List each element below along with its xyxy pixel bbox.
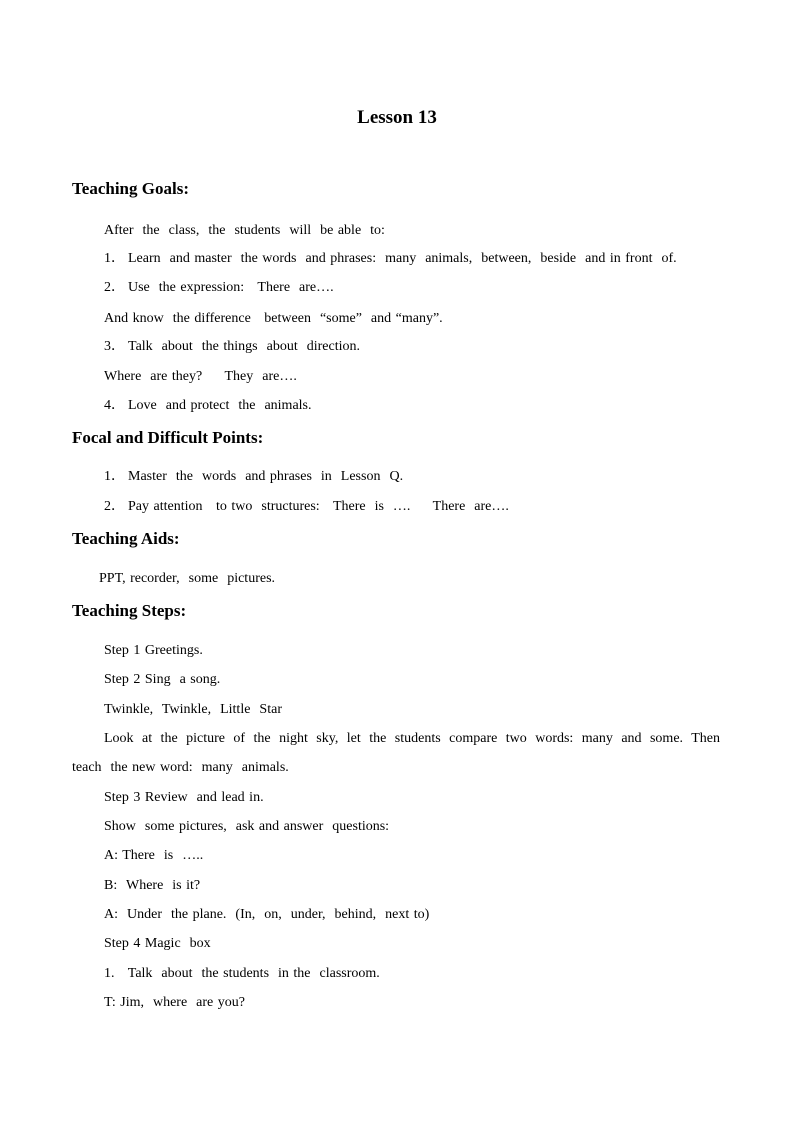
goals-item-4 [104, 397, 312, 415]
look-paragraph-line-1: Look at the picture of the night sky, let the students compare two words: many and some. Then [104, 731, 720, 746]
focal-item-1 [104, 468, 403, 486]
goals-item-4-number: 4． [104, 398, 125, 413]
goals-item-1-text: Learn and master the words and phrases: many animals, between, beside and in front of. [128, 251, 677, 266]
focal-item-2-number: 2． [104, 499, 125, 514]
focal-item-2 [104, 498, 509, 516]
goals-item-2 [104, 279, 334, 297]
dialog-a-1: A: There is ….. [104, 848, 204, 863]
aids-text: PPT, recorder, some pictures. [99, 571, 276, 586]
goals-item-3-number: 3． [104, 339, 125, 354]
goals-intro: After the class, the students will be able to: [104, 223, 385, 238]
step-3: Step 3 Review and lead in. [104, 790, 264, 805]
step-1: Step 1 Greetings. [104, 643, 203, 658]
dialog-a-2: A: Under the plane. (In, on, under, behind, next to) [104, 907, 430, 922]
goals-item-2-number: 2． [104, 280, 125, 295]
goals-item-2-note: And know the difference between “some” and “many”. [104, 311, 443, 326]
dialog-b-1: B: Where is it? [104, 878, 201, 893]
step-2: Step 2 Sing a song. [104, 672, 221, 687]
song-title: Twinkle, Twinkle, Little Star [104, 702, 282, 717]
goals-item-4-text: Love and protect the animals. [128, 398, 312, 413]
look-paragraph-line-2: teach the new word: many animals. [72, 760, 289, 775]
focal-item-1-text: Master the words and phrases in Lesson Q. [128, 469, 404, 484]
goals-item-3 [104, 338, 360, 356]
show-pictures-line: Show some pictures, ask and answer questions: [104, 819, 390, 834]
focal-item-2-text: Pay attention to two structures: There is …. There are…. [128, 499, 509, 514]
goals-item-2-text: Use the expression: There are…. [128, 280, 334, 295]
page-title: Lesson 13 [357, 107, 437, 128]
section-heading-teaching-aids: Teaching Aids: [72, 529, 180, 548]
focal-item-1-number: 1． [104, 469, 125, 484]
goals-item-3-text: Talk about the things about direction. [128, 339, 360, 354]
section-heading-teaching-goals: Teaching Goals: [72, 179, 189, 198]
talk-line: 1. Talk about the students in the classroom. [104, 966, 380, 981]
goals-item-1-number: 1． [104, 251, 125, 266]
goals-item-1 [104, 250, 677, 268]
step-4: Step 4 Magic box [104, 936, 211, 951]
section-heading-teaching-steps: Teaching Steps: [72, 601, 187, 620]
goals-item-3-note: Where are they? They are…. [104, 369, 297, 384]
section-heading-focal-points: Focal and Difficult Points: [72, 428, 264, 447]
teacher-line: T: Jim, where are you? [104, 995, 245, 1010]
